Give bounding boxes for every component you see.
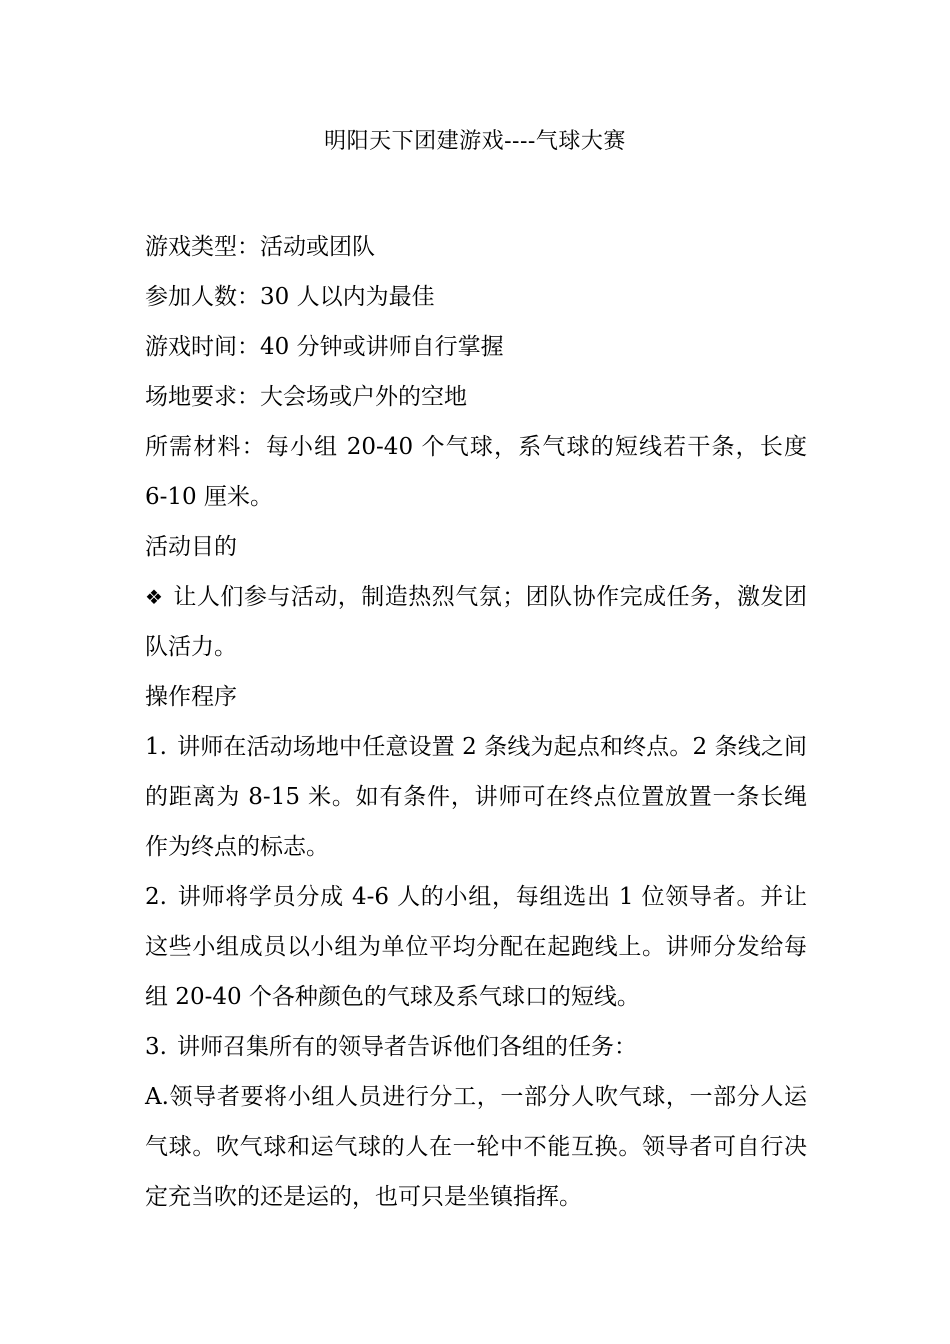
step-text: 领导者要将小组人员进行分工，一部分人吹气球，一部分人运气球。吹气球和运气球的人在一轮中不能互换。领导者可自行决定充当吹的还是运的，也可只是坐镇指挥。 (145, 1084, 807, 1210)
info-label: 游戏类型： (145, 234, 260, 260)
info-line-materials (145, 422, 807, 522)
info-label: 参加人数： (145, 284, 260, 310)
info-value: 每小组 20-40 个气球，系气球的短线若干条，长度 6-10 厘米。 (145, 434, 807, 510)
diamond-bullet-icon: ❖ (145, 585, 164, 609)
step-number: 3. (145, 1034, 167, 1060)
info-label: 场地要求： (145, 384, 260, 410)
info-line-game-type (145, 222, 807, 272)
step-number: A. (145, 1084, 169, 1110)
section-heading-purpose: 活动目的 (145, 534, 237, 560)
info-label: 所需材料： (145, 434, 266, 460)
step-number: 1. (145, 734, 167, 760)
info-line-participants (145, 272, 807, 322)
info-line-venue (145, 372, 807, 422)
info-value: 大会场或户外的空地 (260, 384, 467, 410)
info-value: 活动或团队 (260, 234, 375, 260)
procedure-step (145, 872, 807, 1022)
info-label: 游戏时间： (145, 334, 260, 360)
purpose-bullet-item (145, 572, 807, 672)
procedure-step (145, 722, 807, 872)
procedure-step (145, 1022, 807, 1072)
document-body (145, 222, 807, 1222)
step-text: 讲师召集所有的领导者告诉他们各组的任务： (176, 1034, 637, 1060)
purpose-text: 让人们参与活动，制造热烈气氛；团队协作完成任务，激发团队活力。 (145, 584, 808, 660)
step-number: 2. (145, 884, 167, 910)
info-value: 30 人以内为最佳 (260, 284, 435, 310)
document-title: 明阳天下团建游戏----气球大赛 (324, 129, 626, 154)
step-text: 讲师在活动场地中任意设置 2 条线为起点和终点。2 条线之间的距离为 8-15 米。如有条件，讲师可在终点位置放置一条长绳作为终点的标志。 (145, 734, 807, 860)
info-line-duration (145, 322, 807, 372)
info-value: 40 分钟或讲师自行掌握 (260, 334, 504, 360)
procedure-substep (145, 1072, 807, 1222)
step-text: 讲师将学员分成 4-6 人的小组，每组选出 1 位领导者。并让这些小组成员以小组为单位平均分配在起跑线上。讲师分发给每组 20-40 个各种颜色的气球及系气球口的短线。 (145, 884, 807, 1010)
section-heading-procedure: 操作程序 (145, 684, 237, 710)
